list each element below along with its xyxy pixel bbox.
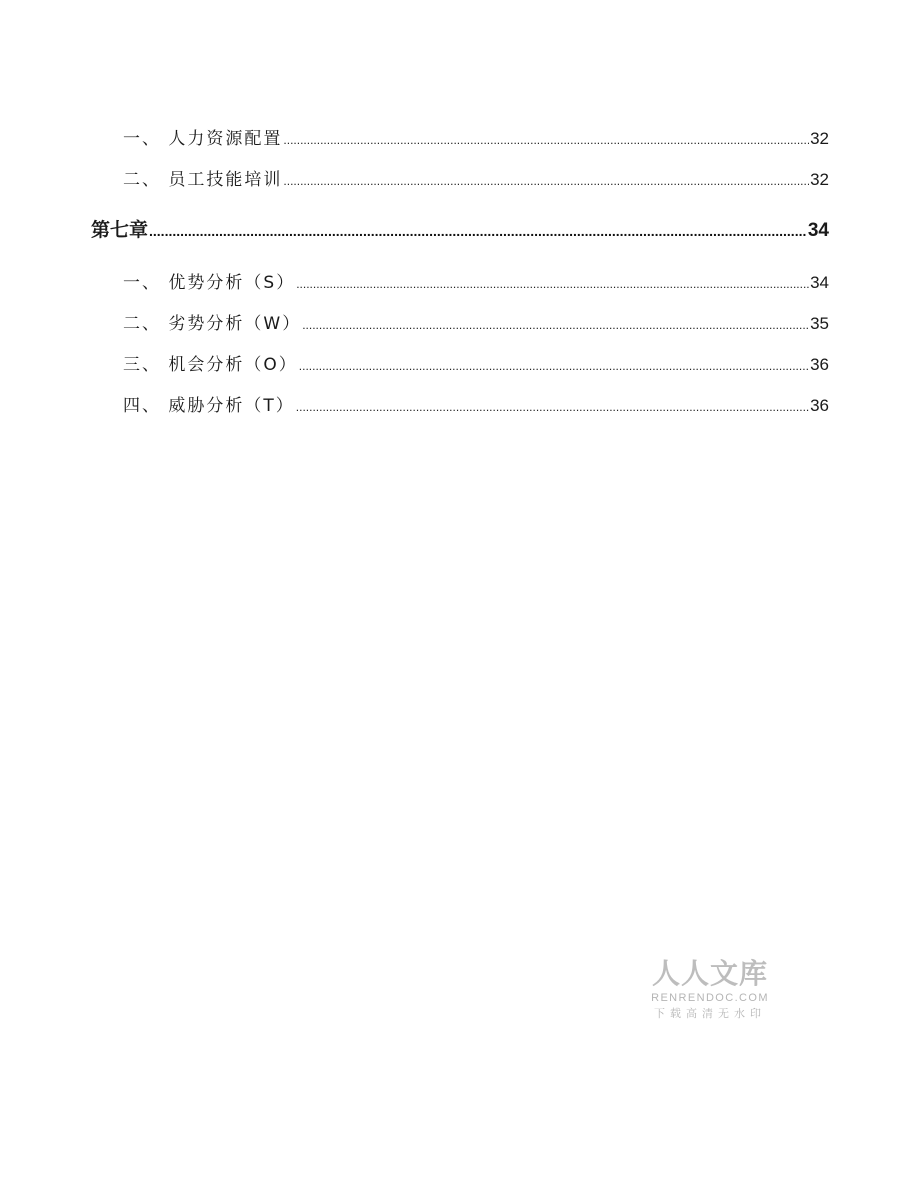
toc-page-number: 34 — [810, 273, 829, 292]
toc-entry-label: 一、 优势分析（S） — [123, 273, 296, 293]
toc-dot-leader — [149, 223, 807, 239]
toc-entry[interactable] — [123, 268, 829, 293]
toc-entry-label: 三、 机会分析（O） — [123, 355, 298, 375]
toc-dot-leader — [296, 277, 809, 291]
toc-chapter-entry[interactable] — [91, 215, 829, 242]
toc-chapter-label: 第七章 — [91, 219, 149, 241]
toc-entry-label: 四、 威胁分析（T） — [123, 396, 295, 416]
toc-page-number: 36 — [810, 355, 829, 374]
toc-entry[interactable] — [123, 391, 829, 416]
toc-dot-leader — [299, 359, 809, 373]
toc-page-number: 32 — [810, 170, 829, 189]
toc-page-number: 32 — [810, 129, 829, 148]
toc-entry[interactable] — [123, 309, 829, 334]
watermark-title: 人人文库 — [651, 957, 768, 990]
toc-dot-leader — [283, 133, 809, 147]
toc-dot-leader — [283, 174, 809, 188]
toc-entry[interactable] — [123, 165, 829, 190]
toc-entry[interactable] — [123, 350, 829, 375]
toc-dot-leader — [296, 400, 809, 414]
toc-page-number: 35 — [810, 314, 829, 333]
toc-dot-leader — [302, 318, 809, 332]
toc-entry-label: 一、 人力资源配置 — [123, 129, 283, 149]
toc-page-number: 36 — [810, 396, 829, 415]
toc-entry[interactable] — [123, 124, 829, 149]
toc-entry-label: 二、 员工技能培训 — [123, 170, 283, 190]
watermark-logo — [640, 957, 780, 1023]
watermark-tagline: 下载高清无水印 — [654, 1007, 766, 1020]
toc-entry-label: 二、 劣势分析（W） — [123, 314, 302, 334]
watermark-url: RENRENDOC.COM — [651, 992, 769, 1004]
toc-page-number: 34 — [807, 220, 829, 241]
